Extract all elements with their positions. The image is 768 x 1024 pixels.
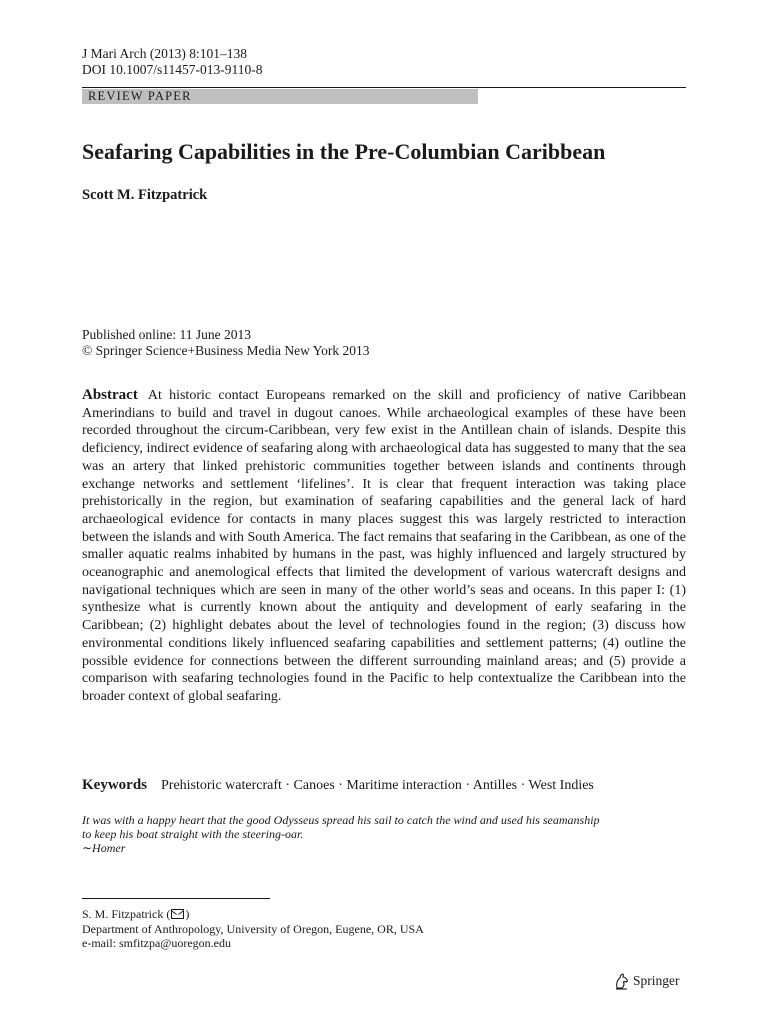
- footnote-author-name: S. M. Fitzpatrick (: [82, 907, 171, 921]
- footnote-name-line: [82, 907, 424, 922]
- abstract-text: At historic contact Europeans remarked on the skill and proficiency of native Caribbean Amerindians to build and travel in dugout canoes. While archaeological examples of these have been recorded throughout the circum-Caribbean, very few exist in the Antillean chain of islands. Despite this deficiency, indirect evidence of seafaring along with archaeological data has suggested to many that the sea was an artery that linked prehistoric communities together between islands and continents through exchange networks and settlement ‘lifelines’. It is clear that frequent interaction was taking place prehistorically in the region, but examination of seafaring capabilities and the general lack of hard archaeological evidence for contacts in many places suggest this was largely restricted to interaction between the islands and with South America. The fact remains that seafaring in the Caribbean, as one of the smaller aquatic realms inhabited by humans in the past, was highly influenced and largely structured by oceanographic and anemological effects that limited the development of various watercraft designs and navigational techniques which are seen in many of the other world’s seas and oceans. In this paper I: (1) synthesize what is currently known about the antiquity and development of early seafaring in the Caribbean; (2) highlight debates about the level of technologies found in the region; (3) discuss how environmental conditions likely influenced seafaring capabilities and settlement patterns; (4) outline the possible evidence for connections between the different surrounding mainland areas; and (5) provide a comparison with seafaring technologies found in the Pacific to help contextualize the Caribbean into the broader context of global seafaring.: [82, 388, 686, 704]
- publication-info: [82, 327, 369, 359]
- epigraph: [82, 813, 686, 855]
- author-name: Scott M. Fitzpatrick: [82, 187, 208, 203]
- publisher-name: Springer: [633, 973, 680, 988]
- footnote-department: Department of Anthropology, University of Oregon, Eugene, OR, USA: [82, 921, 424, 936]
- footnote-name-close: ): [185, 907, 190, 921]
- publisher-logo: [614, 972, 680, 990]
- published-date: Published online: 11 June 2013: [82, 327, 251, 342]
- abstract-label: Abstract: [82, 387, 138, 403]
- journal-info: [82, 46, 262, 78]
- keywords: [82, 776, 722, 795]
- footnote-email[interactable]: e-mail: smfitzpa@uoregon.edu: [82, 936, 232, 950]
- copyright: © Springer Science+Business Media New York 2013: [82, 343, 370, 358]
- keywords-label: Keywords: [82, 777, 147, 793]
- article-type-label: REVIEW PAPER: [88, 89, 192, 103]
- article-title: Seafaring Capabilities in the Pre-Columbian Caribbean: [82, 139, 606, 164]
- author-footnote: [82, 907, 424, 951]
- footnote-rule: [82, 898, 270, 899]
- epigraph-quote-line-1: It was with a happy heart that the good Odysseus spread his sail to catch the wind and used his seamanship: [82, 813, 600, 827]
- doi: DOI 10.1007/s11457-013-9110-8: [82, 62, 263, 77]
- epigraph-attribution: ∼Homer: [82, 841, 126, 855]
- journal-citation: J Mari Arch (2013) 8:101–138: [82, 46, 247, 61]
- keywords-text: Prehistoric watercraft · Canoes · Maritime interaction · Antilles · West Indies: [161, 778, 594, 793]
- epigraph-quote-line-2: to keep his boat straight with the steering-oar.: [82, 827, 304, 841]
- abstract: [82, 387, 686, 706]
- envelope-icon: [171, 909, 184, 919]
- springer-horse-icon: [614, 973, 629, 990]
- header-rule: [82, 87, 686, 88]
